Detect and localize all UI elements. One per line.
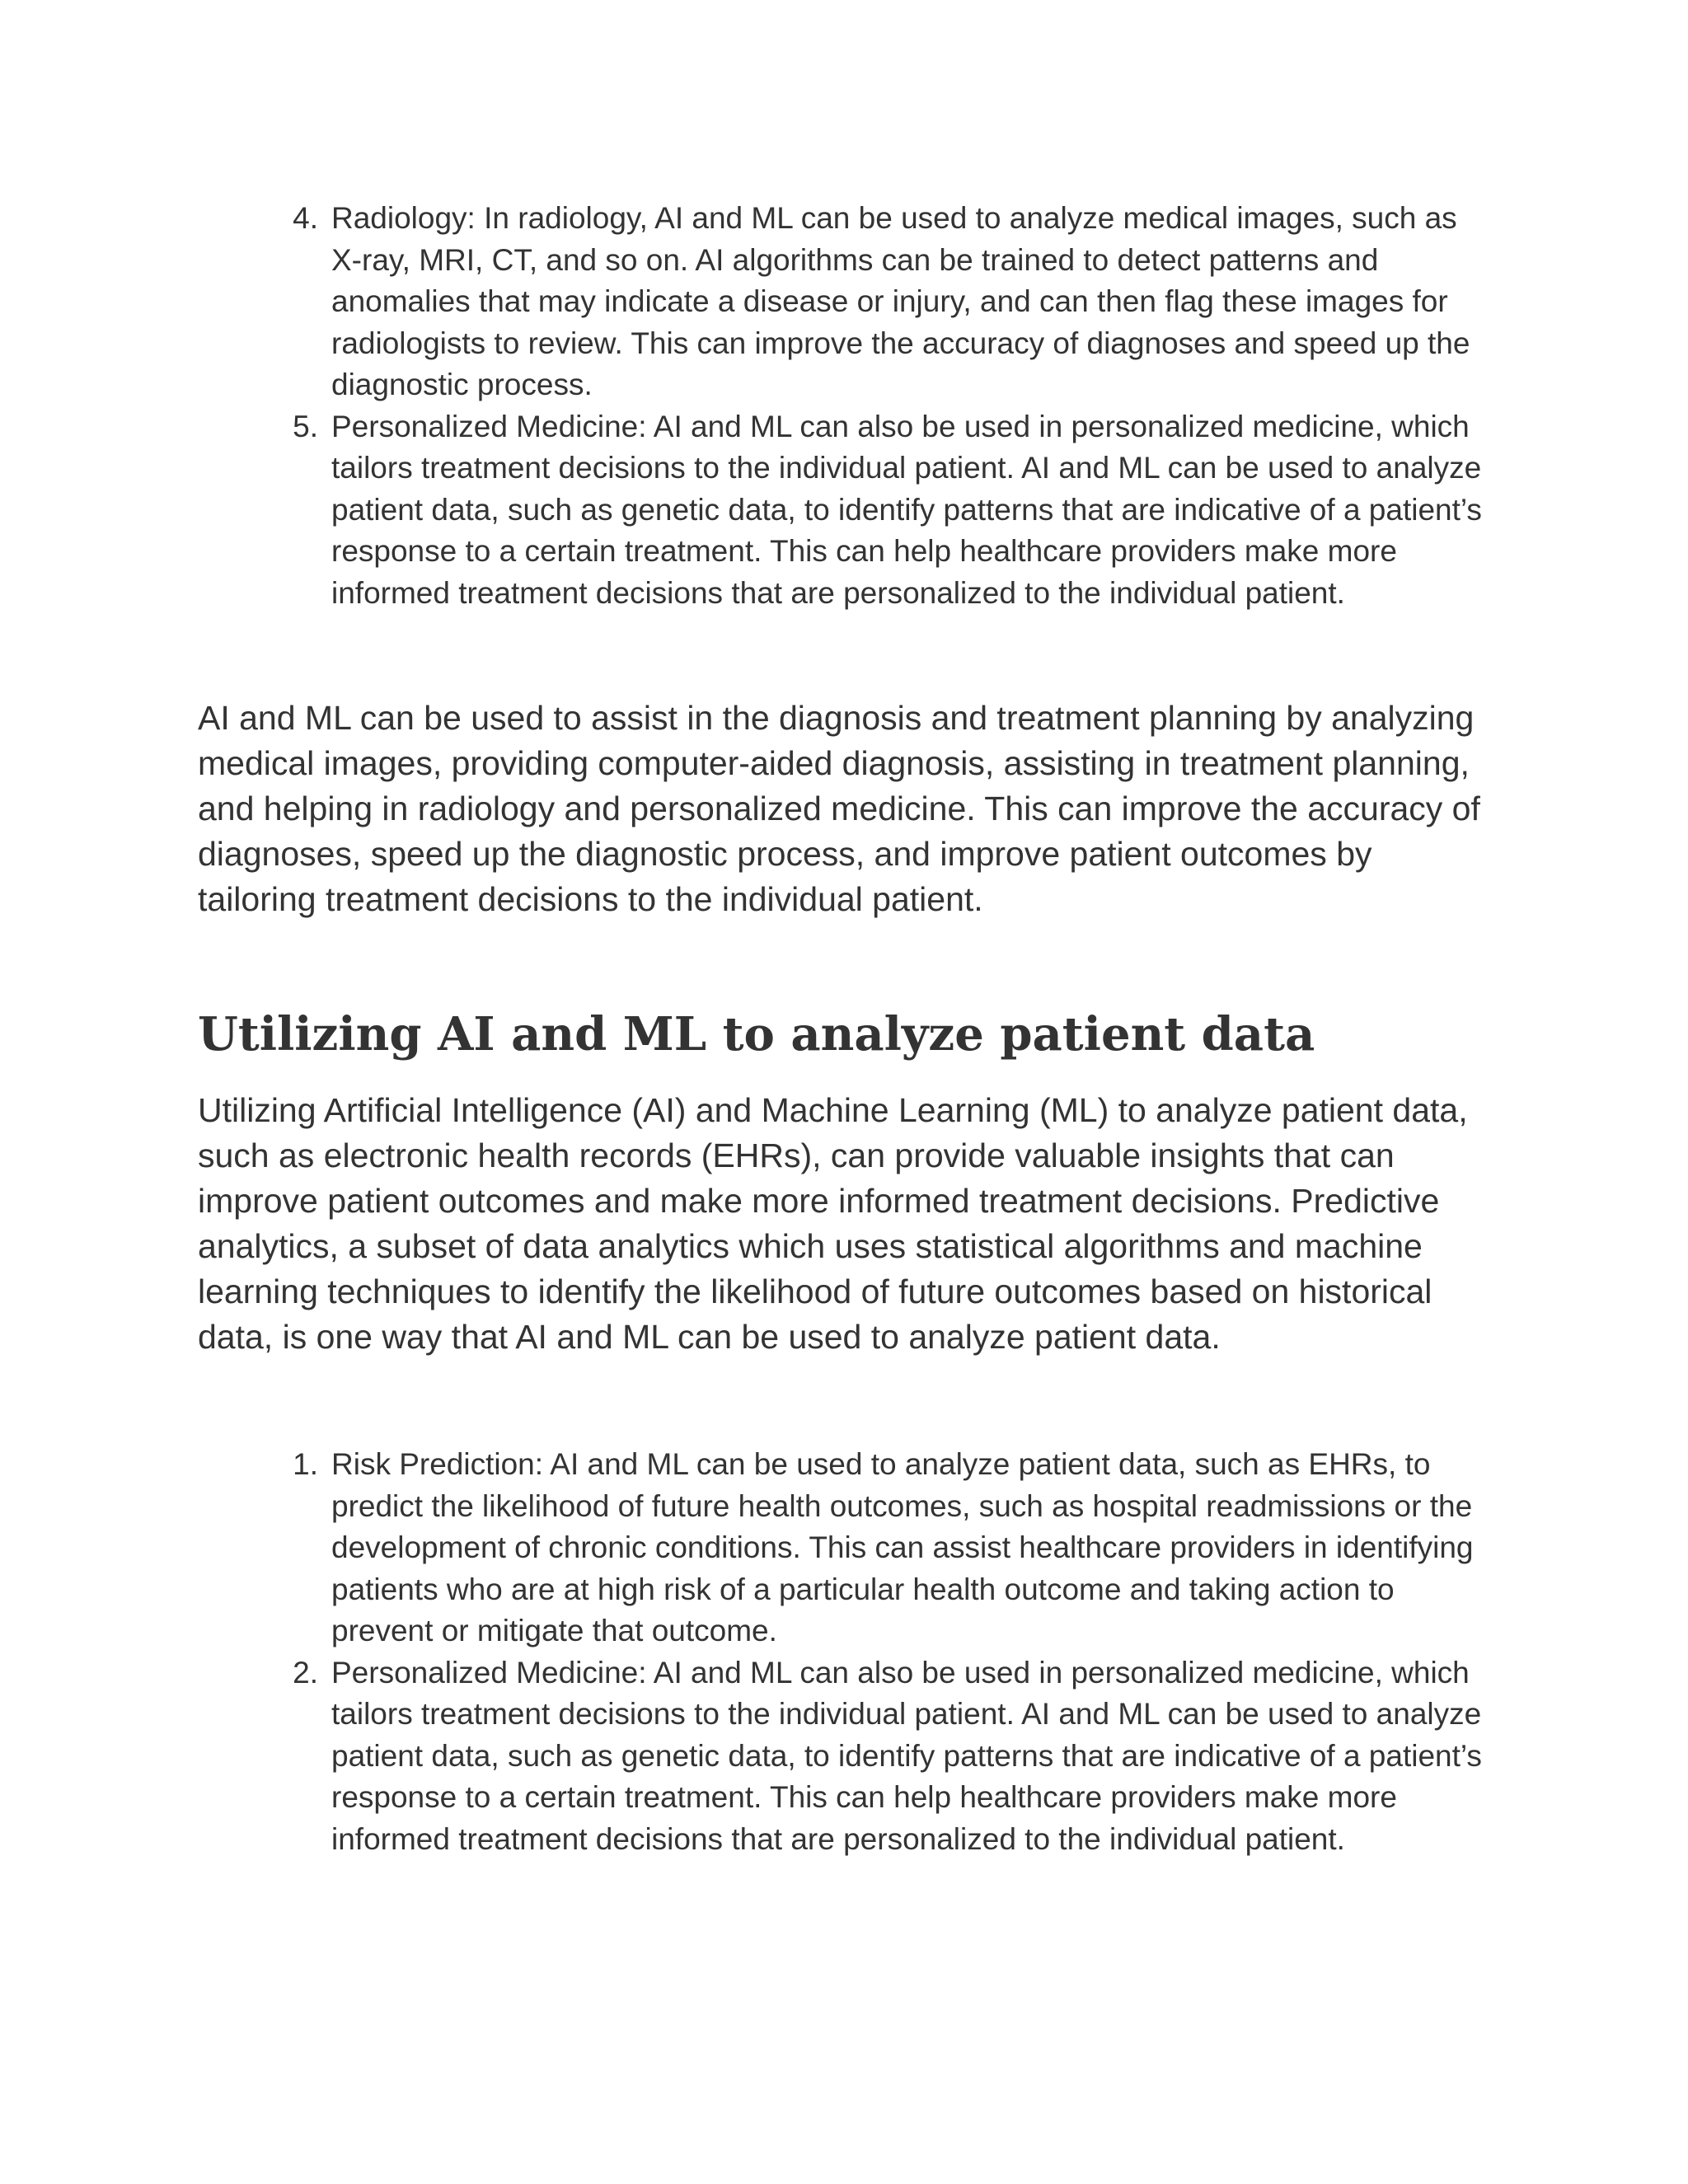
summary-paragraph: AI and ML can be used to assist in the diagnosis and treatment planning by analyzing medical images, providing computer-aided diagnosis, assisting in treatment planning, and helping in radiology and personalized medicine. This can improve the accuracy of diagnoses, speed up the diagnostic process, and improve patient outcomes by tailoring treatment decisions to the individual patient. bbox=[198, 699, 1480, 918]
section-heading: Utilizing AI and ML to analyze patient data bbox=[198, 1007, 1315, 1062]
list-item-number: 2. bbox=[293, 1655, 318, 1690]
list-item-personalized-medicine bbox=[280, 1652, 1484, 1861]
list-item-personalized-medicine bbox=[280, 406, 1484, 615]
list-item-text: Radiology: In radiology, AI and ML can be used to analyze medical images, such as X-ray, MRI, CT, and so on. AI algorithms can be trained to detect patterns and anomalies that may indicate a disease or injury, and can then flag these images for radiologists to review. This can improve the accuracy of diagnoses and speed up the diagnostic process. bbox=[331, 201, 1470, 401]
numbered-list-continued bbox=[280, 198, 1484, 614]
list-item-number: 5. bbox=[293, 409, 318, 443]
list-item-text: Risk Prediction: AI and ML can be used to analyze patient data, such as EHRs, to predict the likelihood of future health outcomes, such as hospital readmissions or the development of chronic conditions. This can assist healthcare providers in identifying patients who are at high risk of a particular health outcome and taking action to prevent or mitigate that outcome. bbox=[331, 1447, 1474, 1647]
list-item-risk-prediction bbox=[280, 1444, 1484, 1652]
numbered-list bbox=[280, 1444, 1484, 1860]
list-item-text: Personalized Medicine: AI and ML can also be used in personalized medicine, which tailors treatment decisions to the individual patient. AI and ML can be used to analyze patient data, such as genetic data, to identify patterns that are indicative of a patient’s response to a certain treatment. This can help healthcare providers make more informed treatment decisions that are personalized to the individual patient. bbox=[331, 409, 1482, 610]
intro-paragraph: Utilizing Artificial Intelligence (AI) and Machine Learning (ML) to analyze patient data, such as electronic health records (EHRs), can provide valuable insights that can improve patient outcomes and make more informed treatment decisions. Predictive analytics, a subset of data analytics which uses statistical algorithms and machine learning techniques to identify the likelihood of future outcomes based on historical data, is one way that AI and ML can be used to analyze patient data. bbox=[198, 1091, 1468, 1356]
list-item-number: 1. bbox=[293, 1447, 318, 1481]
list-item-number: 4. bbox=[293, 201, 318, 235]
list-item-text: Personalized Medicine: AI and ML can also be used in personalized medicine, which tailors treatment decisions to the individual patient. AI and ML can be used to analyze patient data, such as genetic data, to identify patterns that are indicative of a patient’s response to a certain treatment. This can help healthcare providers make more informed treatment decisions that are personalized to the individual patient. bbox=[331, 1655, 1482, 1856]
list-item-radiology bbox=[280, 198, 1484, 406]
